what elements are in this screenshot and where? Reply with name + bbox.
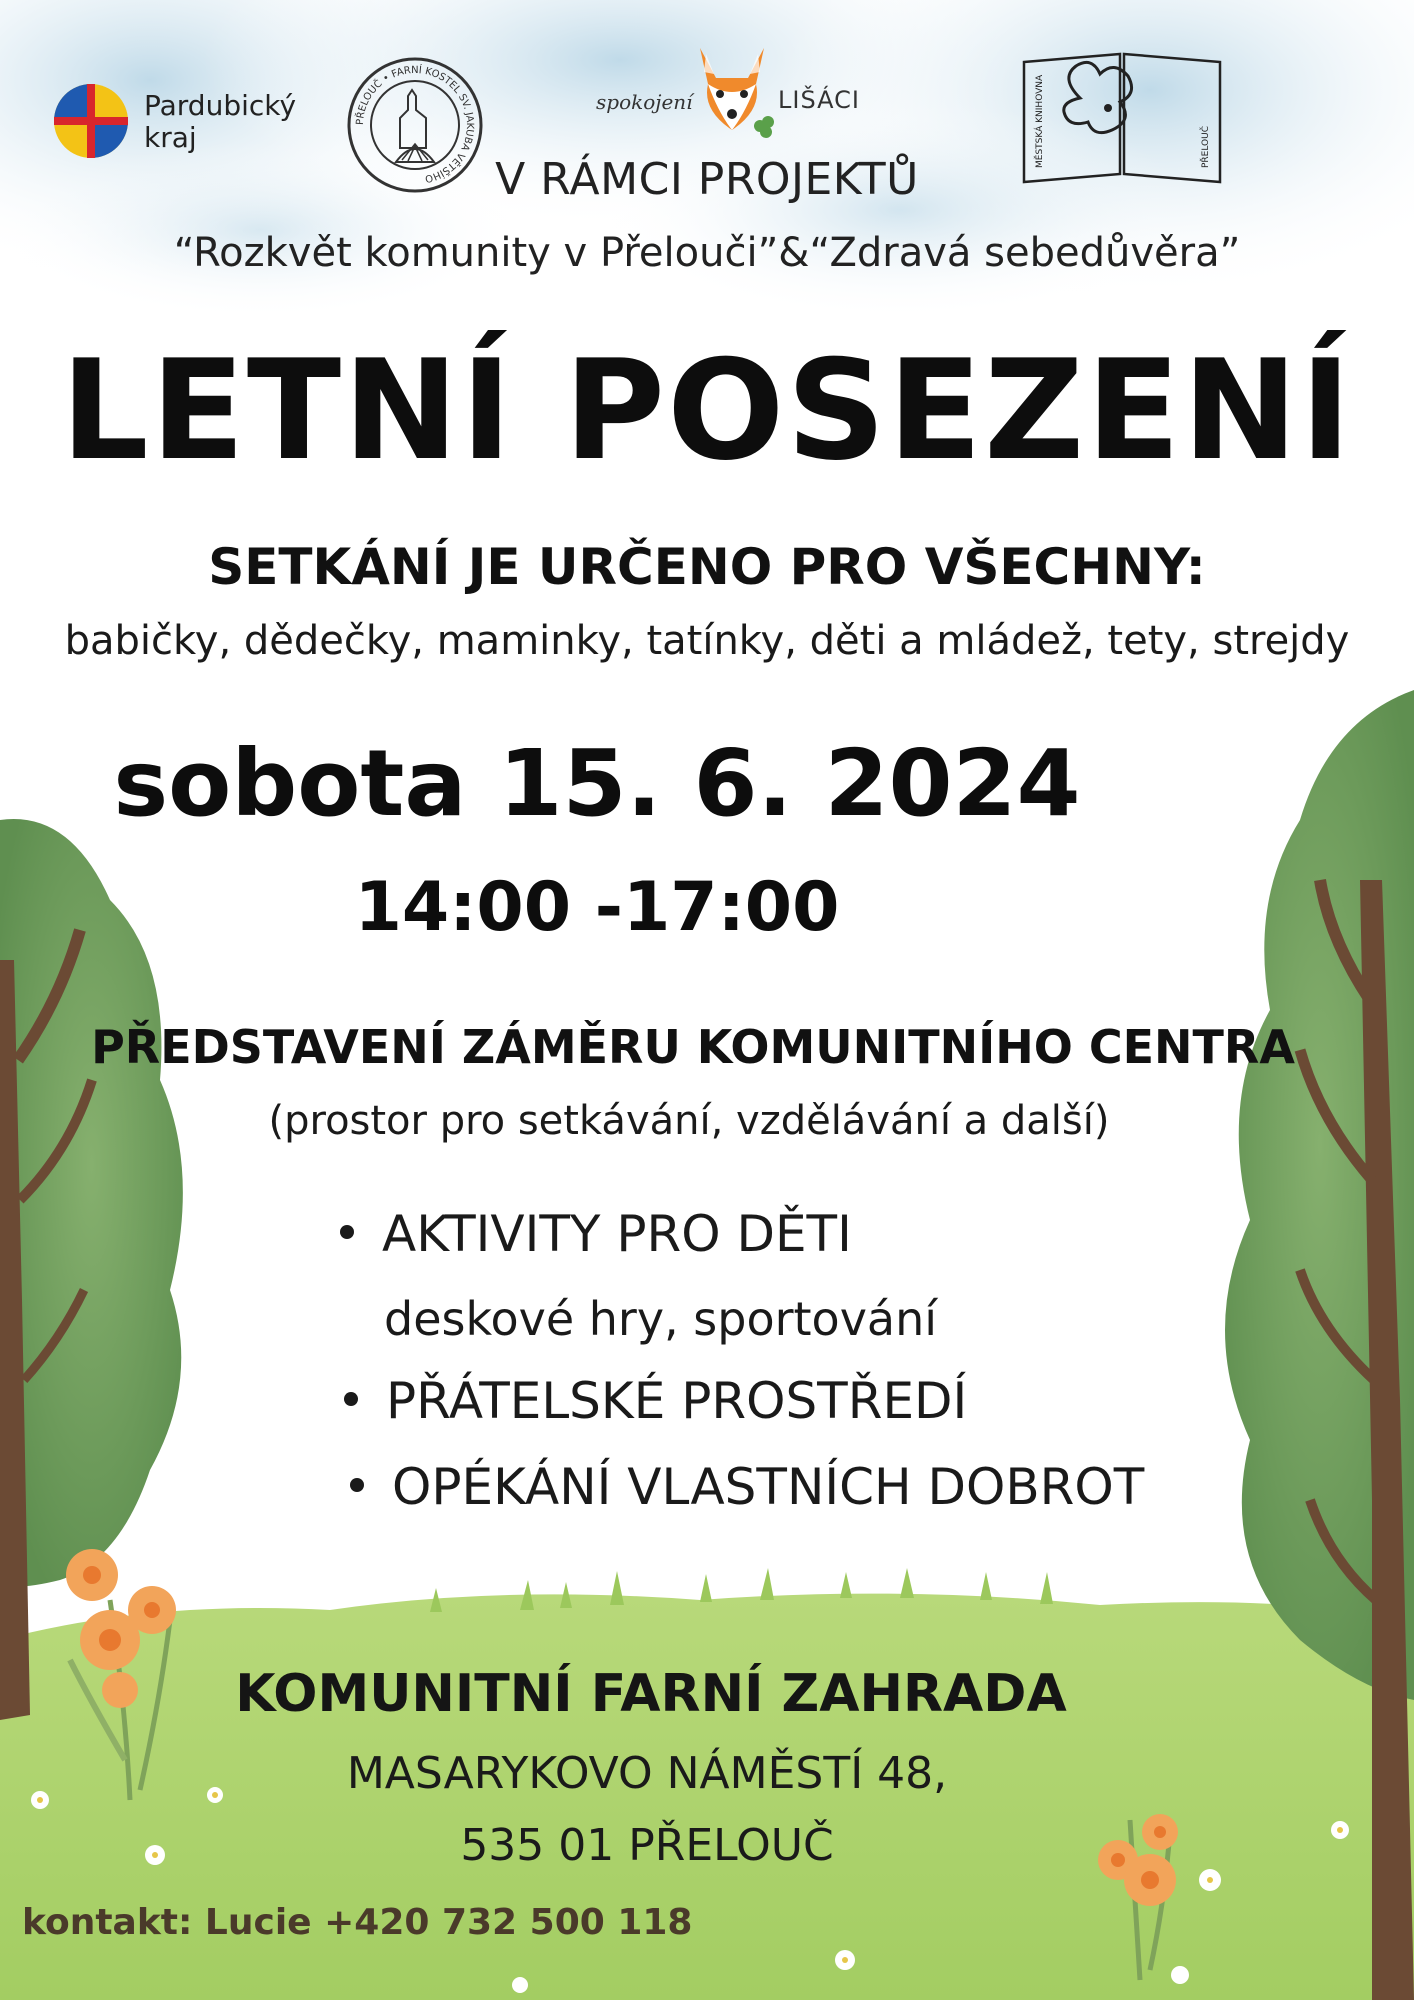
activity-detail: deskové hry, sportování xyxy=(384,1292,938,1346)
bullet-icon xyxy=(344,1392,358,1406)
event-title: LETNÍ POSEZENÍ xyxy=(60,330,1354,491)
activity-label: PŘÁTELSKÉ PROSTŘEDÍ xyxy=(386,1372,968,1430)
list-item xyxy=(340,1205,852,1263)
contact-info: kontakt: Lucie +420 732 500 118 xyxy=(22,1902,693,1943)
activity-label: OPÉKÁNÍ VLASTNÍCH DOBROT xyxy=(392,1458,1145,1516)
venue-name: KOMUNITNÍ FARNÍ ZAHRADA xyxy=(235,1664,1067,1724)
fox-icon xyxy=(682,40,782,140)
presentation-subheading: (prostor pro setkávání, vzdělávání a další) xyxy=(268,1098,1110,1144)
list-item xyxy=(344,1372,967,1430)
bullet-icon xyxy=(340,1225,354,1239)
library-vertical-text: MĚSTSKÁ KNIHOVNA xyxy=(1035,74,1045,168)
fox-word-right: LIŠÁCI xyxy=(778,86,860,114)
project-intro: V RÁMCI PROJEKTŮ xyxy=(495,154,919,205)
presentation-heading: PŘEDSTAVENÍ ZÁMĚRU KOMUNITNÍHO CENTRA xyxy=(91,1020,1295,1074)
event-time: 14:00 -17:00 xyxy=(354,868,840,947)
library-vertical-text-2: PŘELOUČ xyxy=(1201,125,1211,168)
list-item xyxy=(350,1458,1144,1516)
venue-street: MASARYKOVO NÁMĚSTÍ 48, xyxy=(346,1748,948,1799)
audience-heading: SETKÁNÍ JE URČENO PRO VŠECHNY: xyxy=(208,538,1206,596)
activity-label: AKTIVITY PRO DĚTI xyxy=(382,1205,852,1263)
event-date: sobota 15. 6. 2024 xyxy=(113,730,1081,837)
venue-city: 535 01 PŘELOUČ xyxy=(460,1820,834,1871)
kraj-label-line2: kraj xyxy=(144,121,197,154)
kostel-ring-text: PŘELOUČ • FARNÍ KOSTEL SV. JAKUBA VĚTŠÍHO xyxy=(354,64,476,185)
spokojeni-lisaci-logo xyxy=(596,40,866,140)
project-names: “Rozkvět komunity v Přelouči”&“Zdravá sebedůvěra” xyxy=(173,230,1241,276)
pardubicky-kraj-logo xyxy=(52,82,312,162)
kraj-label-line1: Pardubický xyxy=(144,89,297,122)
fox-word-left: spokojení xyxy=(596,90,693,114)
kraj-emblem-icon xyxy=(52,82,130,160)
bullet-icon xyxy=(350,1478,364,1492)
audience-list: babičky, dědečky, maminky, tatínky, děti a mládež, tety, strejdy xyxy=(64,618,1350,664)
